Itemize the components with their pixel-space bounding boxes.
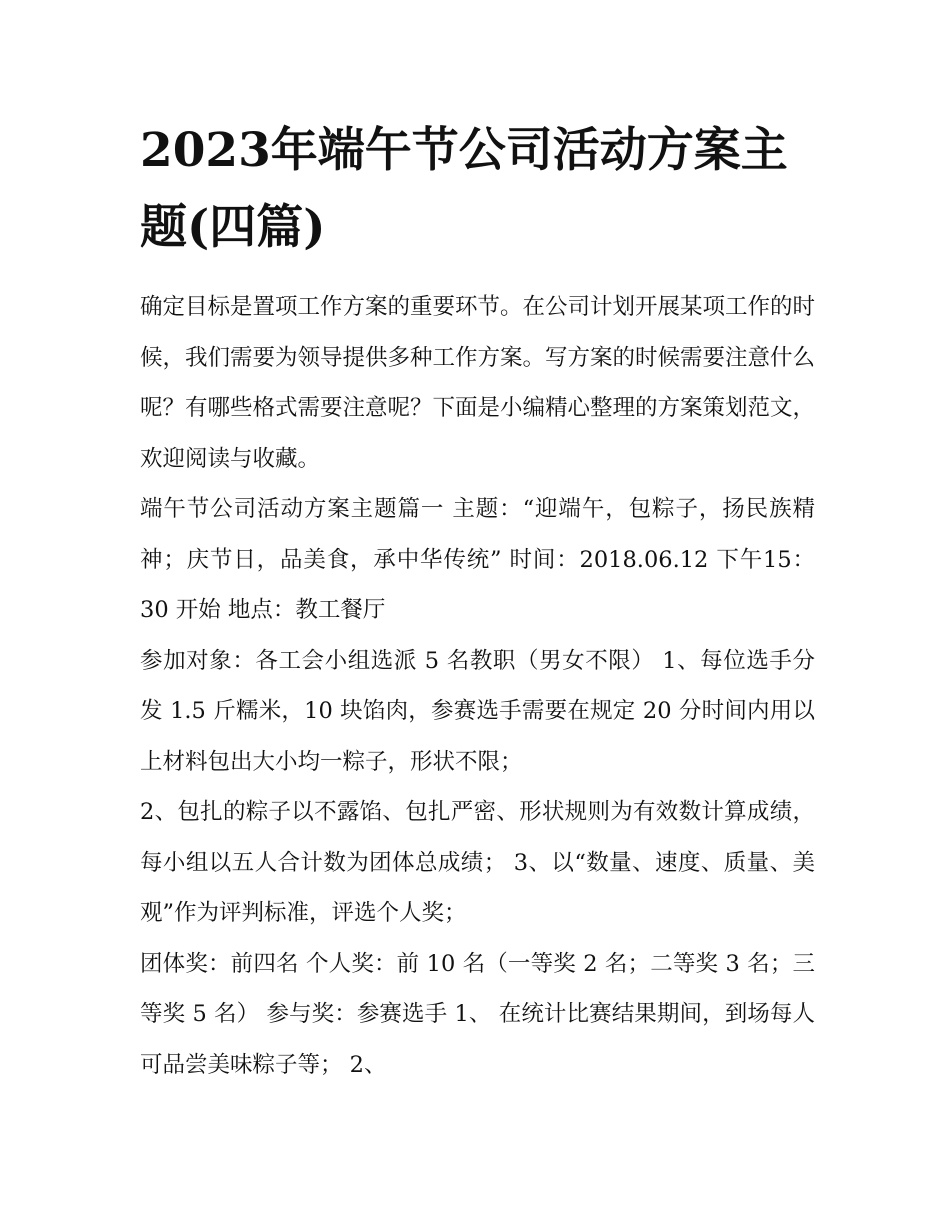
paragraph-intro: 确定目标是置项工作方案的重要环节。在公司计划开展某项工作的时候，我们需要为领导提供多种工作方案。写方案的时候需要注意什么呢？有哪些格式需要注意呢？下面是小编精心整理的方案策划范文，欢迎阅读与收藏。 — [140, 294, 816, 472]
paragraph-scoring: 2、包扎的粽子以不露馅、包扎严密、形状规则为有效数计算成绩，每小组以五人合计数为团体总成绩； 3、以“数量、速度、质量、美观”作为评判标准，评选个人奖； — [140, 799, 815, 926]
document-title: 2023年端午节公司活动方案主题(四篇) — [140, 123, 788, 255]
paragraph-awards: 团体奖：前四名 个人奖：前 10 名（一等奖 2 名；二等奖 3 名；三等奖 5 名） 参与奖：参赛选手 1、 在统计比赛结果期间，到场每人可品尝美味粽子等； 2、 — [140, 950, 815, 1078]
document-page — [140, 112, 815, 1090]
paragraph-participants-rules: 参加对象：各工会小组选派 5 名教职（男女不限） 1、每位选手分发 1.5 斤糯米，10 块馅肉，参赛选手需要在规定 20 分时间内用以上材料包出大小均一粽子，形状不限； — [140, 647, 815, 775]
paragraph-theme-time-place: 端午节公司活动方案主题篇一 主题：“迎端午，包粽子，扬民族精神；庆节日，品美食，承中华传统” 时间：2018.06.12 下午15：30 开始 地点：教工餐厅 — [140, 496, 815, 623]
document-body — [140, 282, 815, 1090]
